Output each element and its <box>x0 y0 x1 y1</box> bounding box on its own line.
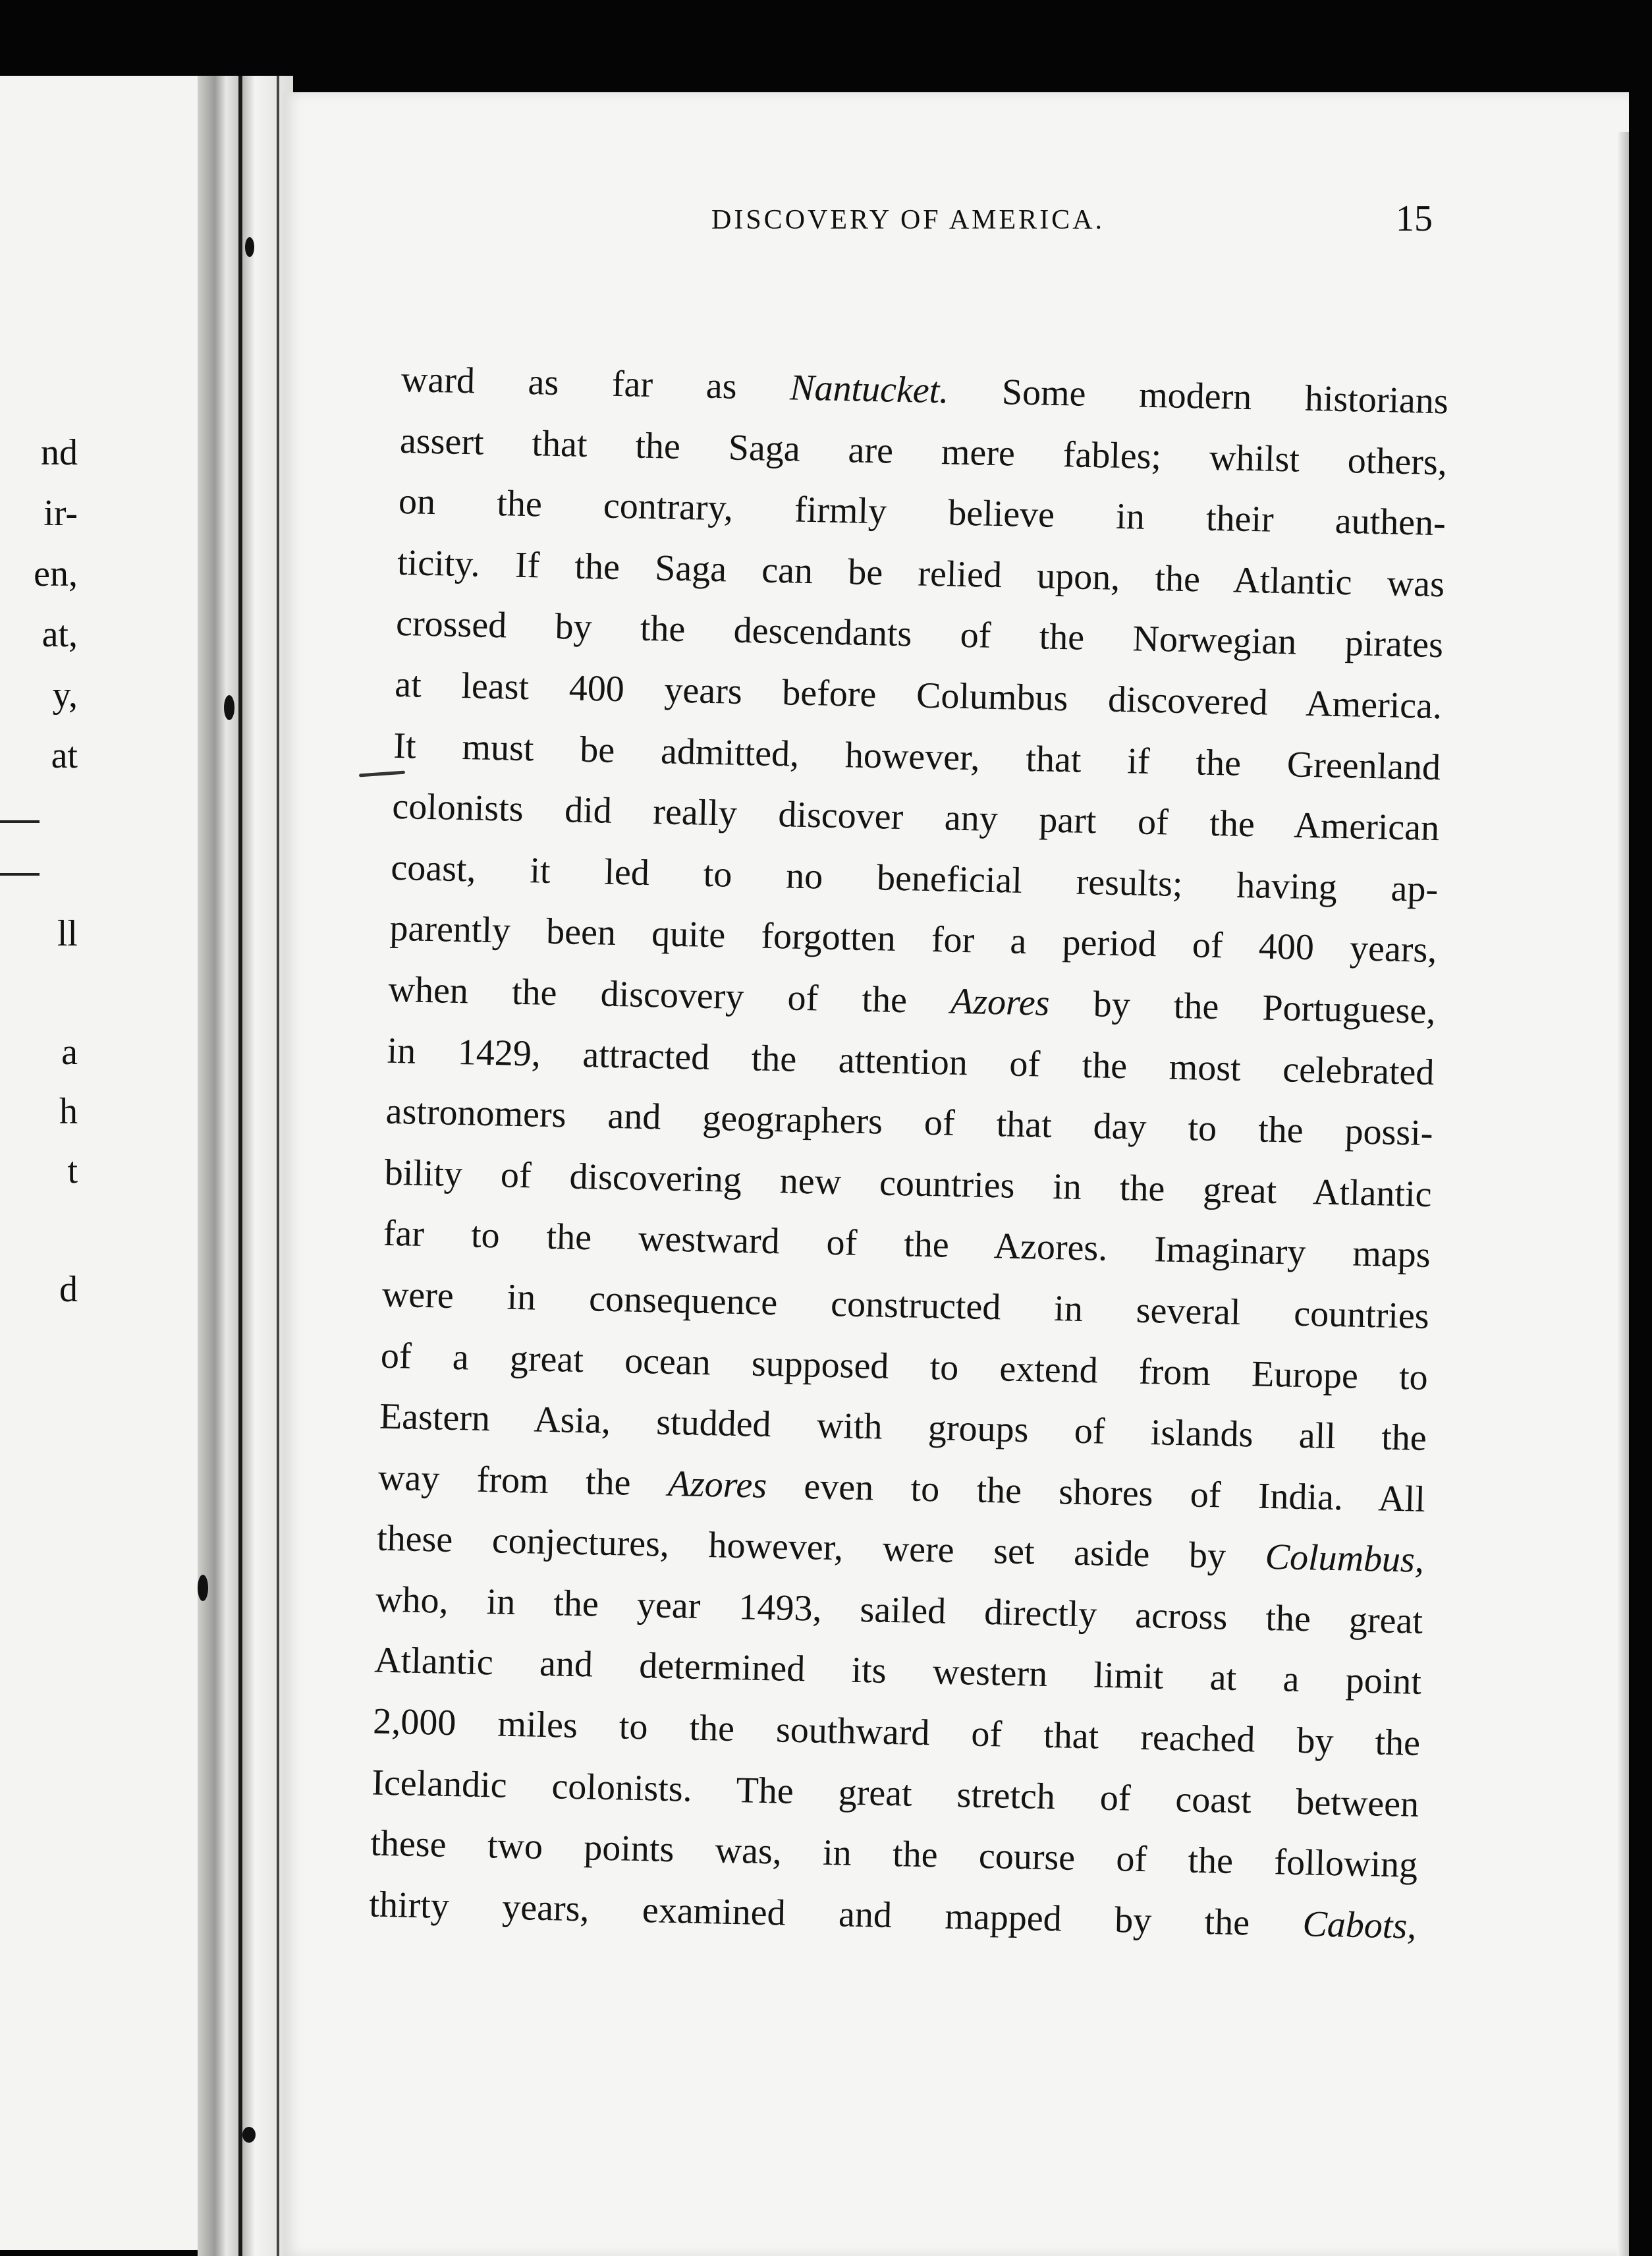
text-line: ward as far as Nantucket. Some modern historians <box>400 358 1449 422</box>
text-line: way from the Azores even to the shores of India. All <box>377 1457 1426 1520</box>
italic-word: Cabots, <box>1302 1904 1417 1947</box>
book-gutter <box>198 76 293 2256</box>
left-page-rule <box>0 820 40 823</box>
text-line: coast, it led to no beneficial results; having ap- <box>390 847 1439 910</box>
ink-speck <box>242 2127 256 2143</box>
left-fragment: nd <box>41 432 78 473</box>
italic-word: Azores <box>950 980 1051 1024</box>
text-line: of a great ocean supposed to extend from Europe to <box>380 1335 1429 1398</box>
italic-word: Columbus, <box>1265 1537 1425 1581</box>
text-line: these conjectures, however, were set aside by Columbus, <box>376 1517 1425 1581</box>
gutter-fold-line <box>238 76 242 2256</box>
left-fragment: at, <box>41 614 78 655</box>
left-fragment: t <box>67 1150 78 1191</box>
text-line: were in consequence constructed in several countries <box>381 1274 1430 1337</box>
text-line: assert that the Saga are mere fables; whilst others, <box>399 420 1448 483</box>
text-line: 2,000 miles to the southward of that reached by the <box>372 1701 1421 1764</box>
text-line: far to the westward of the Azores. Imaginary maps <box>383 1213 1431 1276</box>
left-fragment: at <box>51 735 78 776</box>
text-line: Icelandic colonists. The great stretch of coast between <box>371 1762 1419 1825</box>
text-line: on the contrary, firmly believe in their authen- <box>398 481 1446 544</box>
ink-speck <box>198 1575 208 1601</box>
left-fragment: ll <box>57 913 78 954</box>
left-fragment: a <box>61 1032 78 1073</box>
page-edge-shadow <box>1617 132 1629 2256</box>
ink-speck <box>224 695 234 720</box>
text-line: parently been quite forgotten for a period of 400 years, <box>389 908 1437 971</box>
text-line: when the discovery of the Azores by the Portuguese, <box>387 969 1436 1032</box>
italic-word: Azores <box>667 1463 767 1506</box>
left-fragment: h <box>59 1091 78 1132</box>
text-line: Eastern Asia, studded with groups of islands all the <box>379 1396 1427 1459</box>
page-header <box>435 198 1433 257</box>
body-text <box>369 349 1449 1957</box>
left-fragment: en, <box>34 553 78 594</box>
text-line: who, in the year 1493, sailed directly across the great <box>375 1579 1423 1642</box>
text-line: at least 400 years before Columbus discovered America. <box>394 663 1443 727</box>
running-head: DISCOVERY OF AMERICA. <box>711 205 1105 235</box>
left-page-rule <box>0 873 40 876</box>
text-line: Atlantic and determined its western limit at a point <box>373 1640 1422 1703</box>
text-line: crossed by the descendants of the Norwegian pirates <box>395 603 1444 666</box>
left-fragment: y, <box>52 675 78 716</box>
left-page <box>0 76 198 2250</box>
italic-word: Nantucket. <box>789 367 949 412</box>
text-line: astronomers and geographers of that day to the possi- <box>385 1090 1434 1154</box>
gutter-fold-line <box>277 76 279 2256</box>
text-line: in 1429, attracted the attention of the most celebrated <box>387 1030 1435 1093</box>
text-line: It must be admitted, however, that if the Greenland <box>393 725 1441 788</box>
text-line: bility of discovering new countries in the great Atlantic <box>384 1152 1433 1215</box>
text-line: these two points was, in the course of the following <box>370 1822 1418 1886</box>
text-line: colonists did really discover any part of the American <box>391 786 1440 849</box>
page-number: 15 <box>1396 198 1433 239</box>
left-fragment: ir- <box>43 493 78 534</box>
ink-speck <box>245 237 254 257</box>
text-line: ticity. If the Saga can be relied upon, the Atlantic was <box>397 542 1445 606</box>
left-fragment: d <box>59 1269 78 1310</box>
text-line: thirty years, examined and mapped by the Cabots, <box>368 1884 1417 1947</box>
